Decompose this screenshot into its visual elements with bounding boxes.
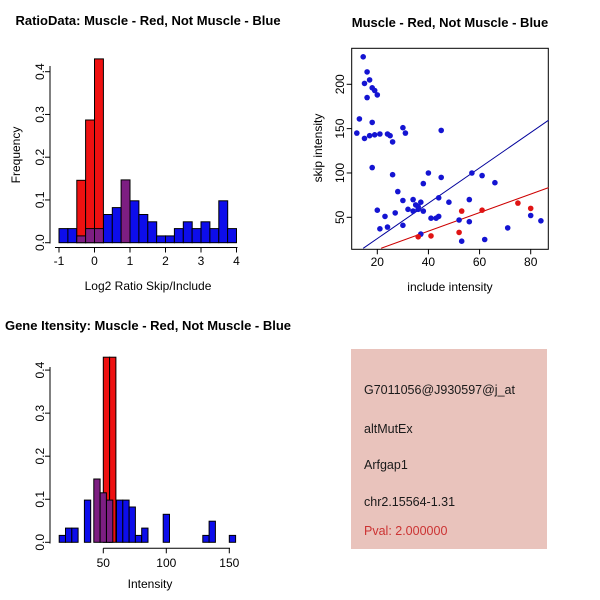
scatter-point-blue bbox=[467, 197, 473, 203]
scatter-title: Muscle - Red, Not Muscle - Blue bbox=[351, 15, 549, 30]
y-tick-label: 200 bbox=[333, 74, 347, 95]
scatter-point-blue bbox=[459, 238, 465, 244]
scatter-point-blue bbox=[395, 189, 401, 195]
histogram-bar-blue bbox=[84, 500, 90, 542]
histogram-bar-blue bbox=[201, 222, 210, 243]
scatter-point-red bbox=[415, 234, 421, 240]
scatter-point-blue bbox=[418, 199, 424, 205]
histogram-bar-blue bbox=[163, 514, 169, 542]
fit-line-red bbox=[381, 188, 548, 249]
scatter-point-blue bbox=[405, 207, 411, 213]
scatter-point-blue bbox=[410, 208, 416, 214]
histogram-bar-purple bbox=[100, 493, 106, 543]
ratio-histogram-plot bbox=[33, 59, 240, 268]
scatter-point-red bbox=[459, 208, 465, 214]
scatter-point-blue bbox=[438, 128, 444, 134]
scatter-point-blue bbox=[456, 217, 462, 223]
scatter-point-blue bbox=[390, 172, 396, 178]
scatter-point-red bbox=[528, 206, 534, 212]
x-tick-label: -1 bbox=[53, 254, 65, 268]
histogram-bar-blue bbox=[66, 528, 72, 542]
x-tick-label: 40 bbox=[421, 255, 436, 269]
histogram-bar-purple bbox=[95, 229, 104, 243]
histogram-bar-blue bbox=[229, 535, 235, 542]
scatter-point-blue bbox=[469, 170, 475, 176]
scatter-point-blue bbox=[538, 218, 544, 224]
scatter-point-blue bbox=[385, 224, 391, 230]
histogram-bar-blue bbox=[142, 528, 148, 542]
y-tick-label: 0.2 bbox=[33, 148, 47, 166]
x-tick-label: 60 bbox=[472, 255, 487, 269]
x-tick-label: 100 bbox=[156, 556, 177, 570]
probe-id-text: G7011056@J930597@j_at bbox=[364, 383, 515, 397]
gene-name-text: Arfgap1 bbox=[364, 458, 408, 472]
locus-text: chr2.15564-1.31 bbox=[364, 495, 456, 509]
scatter-point-blue bbox=[410, 197, 416, 203]
scatter-point-blue bbox=[428, 215, 434, 221]
scatter-point-blue bbox=[367, 133, 373, 139]
ratio-histogram-xlabel: Log2 Ratio Skip/Include bbox=[84, 279, 212, 293]
scatter-point-blue bbox=[364, 95, 370, 101]
scatter-point-blue bbox=[354, 130, 360, 136]
histogram-bar-blue bbox=[112, 208, 121, 243]
histogram-bar-blue bbox=[130, 201, 139, 243]
y-tick-label: 0.2 bbox=[33, 447, 47, 465]
scatter-point-blue bbox=[436, 214, 442, 220]
event-type-text: altMutEx bbox=[364, 422, 413, 436]
histogram-bar-blue bbox=[117, 500, 123, 542]
histogram-bar-purple bbox=[107, 500, 113, 542]
histogram-bar-blue bbox=[135, 535, 141, 542]
scatter-point-blue bbox=[479, 173, 485, 179]
scatter-point-blue bbox=[360, 54, 366, 60]
histogram-bar-blue bbox=[129, 507, 135, 542]
histogram-bar-blue bbox=[210, 229, 219, 243]
ratio-histogram-title: RatioData: Muscle - Red, Not Muscle - Blue bbox=[15, 13, 281, 28]
scatter-point-blue bbox=[357, 116, 363, 122]
y-tick-label: 0.3 bbox=[33, 106, 47, 123]
info-panel bbox=[351, 349, 547, 549]
plot-box bbox=[352, 48, 549, 249]
scatter-point-blue bbox=[446, 199, 452, 205]
scatter-point-blue bbox=[369, 120, 375, 126]
y-tick-label: 50 bbox=[333, 210, 347, 224]
histogram-bar-blue bbox=[72, 528, 78, 542]
scatter-point-red bbox=[515, 200, 521, 206]
panel-intensity-scatter bbox=[300, 0, 600, 300]
histogram-bar-purple bbox=[94, 479, 100, 542]
fit-line-blue bbox=[363, 120, 548, 248]
histogram-bar-blue bbox=[103, 215, 112, 243]
histogram-bar-blue bbox=[209, 521, 215, 542]
scatter-point-blue bbox=[400, 125, 406, 131]
x-tick-label: 4 bbox=[233, 254, 240, 268]
scatter-point-blue bbox=[421, 181, 427, 187]
histogram-bar-blue bbox=[192, 229, 201, 243]
scatter-point-blue bbox=[369, 165, 375, 171]
histogram-bar-red bbox=[86, 120, 95, 243]
histogram-bar-blue bbox=[219, 201, 228, 243]
scatter-point-blue bbox=[438, 175, 444, 181]
scatter-point-blue bbox=[482, 237, 488, 243]
histogram-bar-purple bbox=[77, 236, 86, 243]
scatter-point-blue bbox=[392, 210, 398, 216]
y-tick-label: 0.1 bbox=[33, 191, 47, 209]
histogram-bar-red bbox=[77, 180, 86, 242]
histogram-bar-blue bbox=[157, 236, 166, 243]
scatter-ylabel: skip intensity bbox=[311, 113, 325, 183]
scatter-point-blue bbox=[364, 69, 370, 75]
scatter-plot bbox=[333, 48, 549, 269]
scatter-point-blue bbox=[505, 225, 511, 231]
scatter-point-blue bbox=[390, 139, 396, 145]
x-tick-label: 1 bbox=[126, 254, 134, 268]
histogram-bar-blue bbox=[68, 229, 77, 243]
scatter-point-blue bbox=[362, 136, 368, 142]
scatter-point-blue bbox=[375, 92, 381, 98]
scatter-point-blue bbox=[528, 213, 534, 219]
y-tick-label: 0.1 bbox=[33, 490, 47, 508]
histogram-bar-blue bbox=[203, 535, 209, 542]
gene-histogram-xlabel: Intensity bbox=[127, 577, 173, 591]
scatter-point-blue bbox=[467, 219, 473, 225]
x-tick-label: 3 bbox=[197, 254, 205, 268]
gene-histogram-title: Gene Itensity: Muscle - Red, Not Muscle - Blue bbox=[4, 318, 292, 333]
scatter-point-blue bbox=[421, 208, 427, 214]
scatter-point-red bbox=[428, 233, 434, 239]
histogram-bar-blue bbox=[166, 236, 175, 243]
scatter-point-blue bbox=[377, 226, 383, 232]
histogram-bar-purple bbox=[121, 180, 130, 243]
y-tick-label: 0.0 bbox=[33, 533, 47, 551]
histogram-bar-blue bbox=[59, 535, 65, 542]
scatter-xlabel: include intensity bbox=[407, 280, 493, 294]
x-tick-label: 0 bbox=[91, 254, 98, 268]
x-tick-label: 20 bbox=[370, 255, 384, 269]
histogram-bar-blue bbox=[228, 229, 237, 243]
scatter-point-blue bbox=[372, 132, 378, 138]
scatter-point-blue bbox=[400, 223, 406, 229]
y-tick-label: 150 bbox=[333, 118, 347, 139]
scatter-point-blue bbox=[367, 77, 373, 83]
scatter-point-blue bbox=[377, 131, 383, 137]
histogram-bar-blue bbox=[148, 222, 157, 243]
scatter-point-blue bbox=[426, 170, 432, 176]
panel-gene-intensity-histogram bbox=[0, 300, 300, 600]
scatter-point-red bbox=[479, 207, 485, 213]
scatter-point-blue bbox=[415, 207, 421, 213]
ratio-histogram-ylabel: Frequency bbox=[9, 126, 23, 184]
scatter-point-blue bbox=[400, 198, 406, 204]
pval-text: Pval: 2.000000 bbox=[364, 524, 448, 538]
y-tick-label: 0.4 bbox=[33, 361, 47, 379]
gene-histogram-plot bbox=[33, 357, 240, 570]
x-tick-label: 2 bbox=[162, 254, 169, 268]
panel-ratio-histogram bbox=[0, 0, 300, 300]
scatter-point-blue bbox=[403, 130, 409, 136]
x-tick-label: 50 bbox=[96, 556, 110, 570]
histogram-bar-blue bbox=[183, 222, 192, 243]
scatter-point-blue bbox=[492, 180, 498, 186]
y-tick-label: 0.0 bbox=[33, 234, 47, 252]
scatter-point-red bbox=[456, 230, 462, 236]
histogram-bar-blue bbox=[59, 229, 68, 243]
x-tick-label: 80 bbox=[524, 255, 538, 269]
scatter-point-blue bbox=[436, 195, 442, 201]
y-tick-label: 0.4 bbox=[33, 63, 47, 81]
scatter-point-blue bbox=[382, 214, 388, 220]
y-tick-label: 100 bbox=[333, 162, 347, 183]
scatter-point-blue bbox=[387, 133, 393, 139]
scatter-point-blue bbox=[375, 207, 381, 213]
y-tick-label: 0.3 bbox=[33, 404, 47, 422]
x-tick-label: 150 bbox=[219, 556, 240, 570]
histogram-bar-purple bbox=[86, 229, 95, 243]
histogram-bar-blue bbox=[139, 215, 148, 243]
scatter-point-blue bbox=[362, 81, 368, 87]
histogram-bar-blue bbox=[174, 229, 183, 243]
histogram-bar-red bbox=[95, 59, 104, 243]
histogram-bar-blue bbox=[123, 500, 129, 542]
